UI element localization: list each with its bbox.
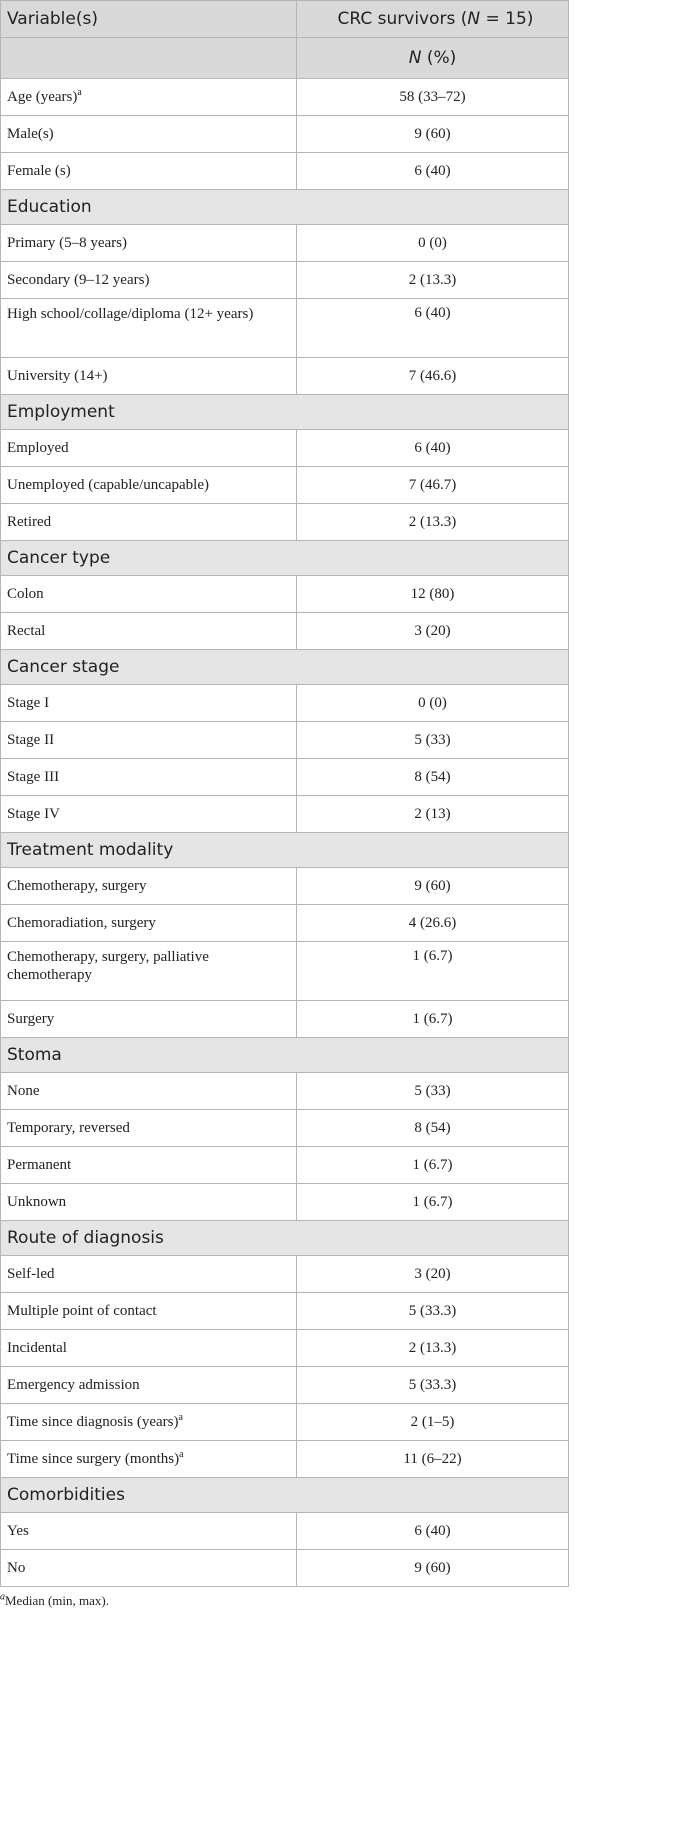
row-label: Chemotherapy, surgery, palliative chemotherapy — [1, 942, 297, 1001]
section-stoma: Stoma — [1, 1038, 569, 1073]
header-n-percent: N (%) — [297, 38, 569, 79]
table-row — [1, 1550, 569, 1587]
row-value: 58 (33–72) — [297, 79, 569, 116]
section-cancer-type: Cancer type — [1, 541, 569, 576]
table-row — [1, 358, 569, 395]
row-value: 3 (20) — [297, 1256, 569, 1293]
table-row — [1, 868, 569, 905]
row-label: Stage III — [1, 759, 297, 796]
table-row — [1, 576, 569, 613]
row-label: Employed — [1, 430, 297, 467]
table-row — [1, 942, 569, 1001]
table-row — [1, 262, 569, 299]
table-row — [1, 1513, 569, 1550]
row-value: 7 (46.7) — [297, 467, 569, 504]
row-label: Age (years)$^a$ — [1, 79, 297, 116]
table-row — [1, 1367, 569, 1404]
row-label: Time since diagnosis (years)$^a$ — [1, 1404, 297, 1441]
section-header — [1, 650, 569, 685]
row-value: 9 (60) — [297, 1550, 569, 1587]
row-label: Male(s) — [1, 116, 297, 153]
table-row — [1, 153, 569, 190]
row-label: Permanent — [1, 1147, 297, 1184]
row-value: 2 (1–5) — [297, 1404, 569, 1441]
row-value: 5 (33.3) — [297, 1293, 569, 1330]
header-row — [1, 1, 569, 38]
section-header — [1, 541, 569, 576]
row-value: 2 (13.3) — [297, 262, 569, 299]
row-value: 9 (60) — [297, 116, 569, 153]
section-header — [1, 1038, 569, 1073]
section-route-of-diagnosis: Route of diagnosis — [1, 1221, 569, 1256]
header-variables: Variable(s) — [1, 1, 297, 38]
table-row — [1, 504, 569, 541]
row-value: 2 (13.3) — [297, 1330, 569, 1367]
row-label: High school/collage/diploma (12+ years) — [1, 299, 297, 358]
row-label: Time since surgery (months)$^a$ — [1, 1441, 297, 1478]
row-label: Chemoradiation, surgery — [1, 905, 297, 942]
row-value: 11 (6–22) — [297, 1441, 569, 1478]
row-label: Retired — [1, 504, 297, 541]
row-label: Emergency admission — [1, 1367, 297, 1404]
row-label: Female (s) — [1, 153, 297, 190]
table-row — [1, 1293, 569, 1330]
row-label: Secondary (9–12 years) — [1, 262, 297, 299]
row-value: 1 (6.7) — [297, 942, 569, 1001]
table-row — [1, 1256, 569, 1293]
section-header — [1, 1221, 569, 1256]
row-value: 5 (33) — [297, 1073, 569, 1110]
row-value: 6 (40) — [297, 1513, 569, 1550]
subheader-row — [1, 38, 569, 79]
table-row — [1, 1073, 569, 1110]
row-label: Chemotherapy, surgery — [1, 868, 297, 905]
table-row — [1, 79, 569, 116]
section-employment: Employment — [1, 395, 569, 430]
row-label: Self-led — [1, 1256, 297, 1293]
row-value: 6 (40) — [297, 299, 569, 358]
section-header — [1, 1478, 569, 1513]
section-comorbidities: Comorbidities — [1, 1478, 569, 1513]
table-row — [1, 430, 569, 467]
row-value: 1 (6.7) — [297, 1001, 569, 1038]
row-label: No — [1, 1550, 297, 1587]
section-header — [1, 190, 569, 225]
row-value: 3 (20) — [297, 613, 569, 650]
row-label: Primary (5–8 years) — [1, 225, 297, 262]
table-row — [1, 1147, 569, 1184]
row-label: Unemployed (capable/uncapable) — [1, 467, 297, 504]
row-label: Unknown — [1, 1184, 297, 1221]
row-label: University (14+) — [1, 358, 297, 395]
row-value: 0 (0) — [297, 225, 569, 262]
row-label: Stage I — [1, 685, 297, 722]
table-row — [1, 796, 569, 833]
table-row — [1, 1441, 569, 1478]
row-value: 2 (13.3) — [297, 504, 569, 541]
table-row — [1, 905, 569, 942]
row-label: Stage II — [1, 722, 297, 759]
table-row — [1, 1404, 569, 1441]
section-treatment-modality: Treatment modality — [1, 833, 569, 868]
section-header — [1, 395, 569, 430]
section-header — [1, 833, 569, 868]
row-label: None — [1, 1073, 297, 1110]
table-footnote: $^a$Median (min, max). — [0, 1591, 109, 1608]
row-value: 9 (60) — [297, 868, 569, 905]
table-row — [1, 1330, 569, 1367]
row-value: 4 (26.6) — [297, 905, 569, 942]
row-label: Multiple point of contact — [1, 1293, 297, 1330]
table-row — [1, 1110, 569, 1147]
section-education: Education — [1, 190, 569, 225]
row-label: Temporary, reversed — [1, 1110, 297, 1147]
row-value: 7 (46.6) — [297, 358, 569, 395]
table-row — [1, 1184, 569, 1221]
table-row — [1, 759, 569, 796]
row-label: Stage IV — [1, 796, 297, 833]
row-value: 8 (54) — [297, 759, 569, 796]
row-value: 5 (33) — [297, 722, 569, 759]
row-value: 5 (33.3) — [297, 1367, 569, 1404]
row-value: 1 (6.7) — [297, 1147, 569, 1184]
table-row — [1, 299, 569, 358]
table-row — [1, 1001, 569, 1038]
row-label: Incidental — [1, 1330, 297, 1367]
row-value: 6 (40) — [297, 153, 569, 190]
row-value: 0 (0) — [297, 685, 569, 722]
table-row — [1, 467, 569, 504]
row-value: 2 (13) — [297, 796, 569, 833]
row-value: 12 (80) — [297, 576, 569, 613]
header-crc-survivors: CRC survivors (N = 15) — [297, 1, 569, 38]
section-cancer-stage: Cancer stage — [1, 650, 569, 685]
row-value: 1 (6.7) — [297, 1184, 569, 1221]
table-row — [1, 116, 569, 153]
table-row — [1, 685, 569, 722]
table-row — [1, 722, 569, 759]
row-label: Yes — [1, 1513, 297, 1550]
row-label: Rectal — [1, 613, 297, 650]
table-row — [1, 613, 569, 650]
row-label: Surgery — [1, 1001, 297, 1038]
row-label: Colon — [1, 576, 297, 613]
row-value: 8 (54) — [297, 1110, 569, 1147]
row-value: 6 (40) — [297, 430, 569, 467]
table-row — [1, 225, 569, 262]
